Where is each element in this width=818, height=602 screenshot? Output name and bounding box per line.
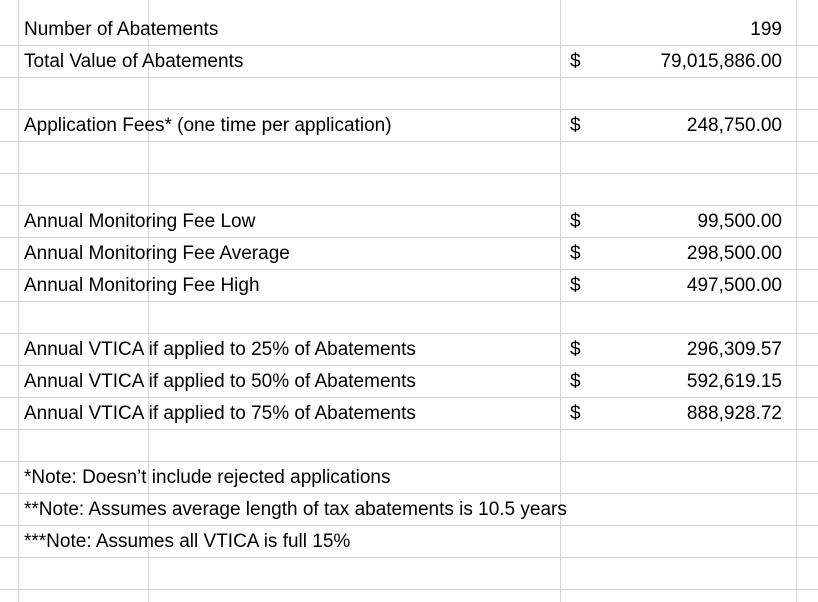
spreadsheet-row <box>0 366 818 398</box>
spreadsheet-row <box>0 334 818 366</box>
currency-symbol-cell[interactable]: $ <box>570 243 581 264</box>
currency-symbol-cell[interactable]: $ <box>570 115 581 136</box>
spreadsheet-row <box>0 206 818 238</box>
row-label-cell[interactable]: **Note: Assumes average length of tax abatements is 10.5 years <box>24 499 567 520</box>
currency-symbol-cell[interactable]: $ <box>570 51 581 72</box>
amount-value-cell[interactable]: 298,500.00 <box>686 243 782 264</box>
row-label-cell[interactable]: Annual Monitoring Fee High <box>24 275 260 296</box>
row-label-cell[interactable]: Annual Monitoring Fee Average <box>24 243 290 264</box>
amount-value-cell[interactable]: 888,928.72 <box>686 403 782 424</box>
row-label-cell[interactable]: Application Fees* (one time per application) <box>24 115 392 136</box>
spreadsheet-row <box>0 494 818 526</box>
amount-value-cell[interactable]: 199 <box>750 19 782 40</box>
spreadsheet-row <box>0 142 818 174</box>
row-label-cell[interactable]: Annual Monitoring Fee Low <box>24 211 256 232</box>
amount-value-cell[interactable]: 248,750.00 <box>686 115 782 136</box>
spreadsheet-row <box>0 174 818 206</box>
amount-value-cell[interactable]: 296,309.57 <box>686 339 782 360</box>
amount-value-cell[interactable]: 592,619.15 <box>686 371 782 392</box>
spreadsheet-row <box>0 398 818 430</box>
spreadsheet-row <box>0 526 818 558</box>
spreadsheet-row <box>0 270 818 302</box>
amount-value-cell[interactable]: 497,500.00 <box>686 275 782 296</box>
amount-value-cell[interactable]: 99,500.00 <box>697 211 782 232</box>
spreadsheet-row <box>0 430 818 462</box>
row-label-cell[interactable]: *Note: Doesn’t include rejected applications <box>24 467 391 488</box>
currency-symbol-cell[interactable]: $ <box>570 371 581 392</box>
spreadsheet-row <box>0 462 818 494</box>
amount-value-cell[interactable]: 79,015,886.00 <box>660 51 782 72</box>
spreadsheet-row <box>0 78 818 110</box>
spreadsheet-row <box>0 302 818 334</box>
row-label-cell[interactable]: Annual VTICA if applied to 25% of Abatements <box>24 339 416 360</box>
spreadsheet-row <box>0 46 818 78</box>
spreadsheet-row <box>0 110 818 142</box>
currency-symbol-cell[interactable]: $ <box>570 211 581 232</box>
row-label-cell[interactable]: Annual VTICA if applied to 50% of Abatements <box>24 371 416 392</box>
row-label-cell[interactable]: Total Value of Abatements <box>24 51 244 72</box>
row-label-cell[interactable]: Annual VTICA if applied to 75% of Abatements <box>24 403 416 424</box>
row-label-cell[interactable]: ***Note: Assumes all VTICA is full 15% <box>24 531 351 552</box>
spreadsheet-row <box>0 14 818 46</box>
currency-symbol-cell[interactable]: $ <box>570 403 581 424</box>
row-label-cell[interactable]: Number of Abatements <box>24 19 219 40</box>
spreadsheet-row <box>0 238 818 270</box>
currency-symbol-cell[interactable]: $ <box>570 339 581 360</box>
spreadsheet-row <box>0 558 818 590</box>
currency-symbol-cell[interactable]: $ <box>570 275 581 296</box>
